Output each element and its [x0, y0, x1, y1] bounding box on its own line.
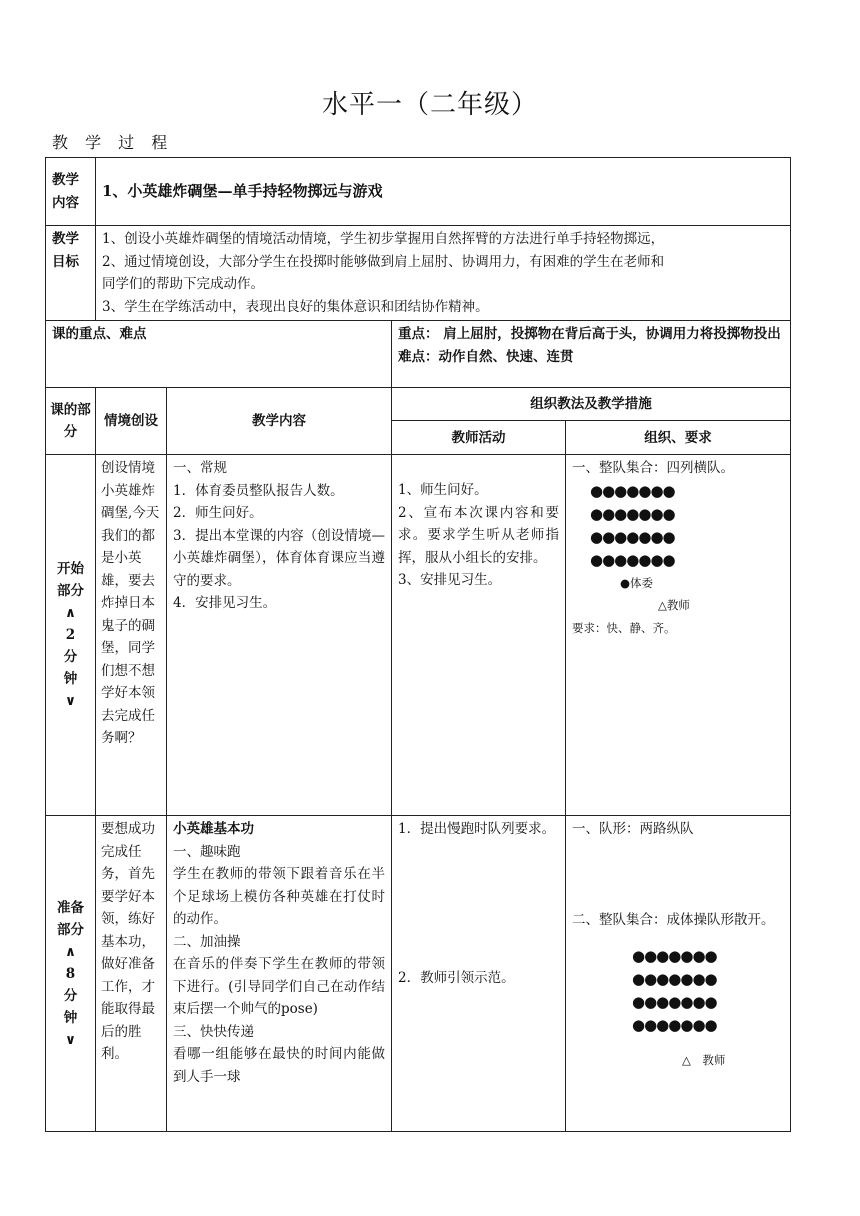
dot-row: ●●●●●●● — [632, 993, 717, 1011]
goal-label: 教学目标 — [46, 226, 96, 321]
content-line: 一、常规 — [173, 460, 227, 476]
teacher-line: 2、宣布本次课内容和要求。要求学生听从老师指挥，服从小组长的安排。 — [398, 504, 559, 566]
content-line: 3．提出本堂课的内容（创设情境—小英雄炸碉堡），体育体育课应当遵守的要求。 — [173, 527, 385, 589]
part-line: 部分 — [57, 583, 84, 599]
part-line: ∧ — [65, 605, 76, 621]
goal-line: 1、创设小英雄炸碉堡的情境活动情境，学生初步掌握用自然挥臂的方法进行单手持轻物掷远， — [102, 231, 665, 247]
part-line: ∨ — [65, 693, 76, 709]
dot-row: ●●●●●●● — [590, 481, 675, 500]
difficulty: 难点：动作自然、快速、连贯 — [398, 348, 574, 365]
org-line: 一、队形：两路纵队 — [572, 821, 694, 837]
page-title: 水平一（二年级） — [321, 90, 538, 120]
part-line: 钟 — [63, 1009, 78, 1026]
content-line: 看哪一组能够在最快的时间内能做到人手一球 — [173, 1046, 385, 1085]
key-point: 重点： 肩上屈肘，投掷物在背后高于头，协调用力将投掷物投出 — [398, 326, 781, 342]
content-line: 学生在教师的带领下跟着音乐在半个足球场上模仿各种英雄在打仗时的动作。 — [173, 866, 385, 927]
prep-scene: 要想成功完成任务，首先要学好本领，练好基本功，做好准备工作，才能取得最后的胜利。 — [96, 816, 167, 1132]
lesson-table — [45, 157, 791, 1132]
formation-dots — [572, 945, 784, 1037]
content-line: 在音乐的伴奏下学生在教师的带领下进行。(引导同学们自己在动作结束后摆一个帅气的pose) — [173, 956, 385, 1017]
part-line: ∨ — [65, 1031, 76, 1048]
start-part — [46, 455, 96, 816]
goal-line: 2、通过情境创设，大部分学生在投掷时能够做到肩上屈肘、协调用力，有困难的学生在老师和 — [102, 253, 665, 270]
key-text — [392, 321, 791, 388]
dot-row: ●●●●●●● — [632, 970, 717, 988]
part-line: 分 — [63, 649, 78, 665]
content-line: 4．安排见习生。 — [173, 595, 277, 611]
content-line: 1．体育委员整队报告人数。 — [173, 482, 344, 499]
part-line: 2 — [65, 627, 76, 643]
header-part: 课的部分 — [46, 388, 96, 455]
dot-row: ●●●●●●● — [632, 1016, 717, 1034]
part-line: 部分 — [57, 921, 84, 938]
content-line: 2．师生问好。 — [173, 505, 263, 521]
part-line: 准备 — [57, 899, 84, 916]
prep-org — [566, 816, 791, 1132]
part-line: 8 — [65, 965, 76, 982]
part-line: 开始 — [57, 561, 84, 577]
formation-dots — [572, 480, 784, 572]
teacher-line: 3、安排见习生。 — [398, 572, 502, 588]
teacher-mark: △教师 — [658, 598, 690, 612]
goal-line: 同学们的帮助下完成动作。 — [102, 276, 264, 292]
teacher-mark: △ 教师 — [682, 1053, 726, 1067]
goal-line: 3、学生在学练活动中，表现出良好的集体意识和团结协作精神。 — [102, 298, 489, 315]
content-line: 二、加油操 — [173, 933, 241, 950]
dot-row: ●●●●●●● — [590, 550, 675, 569]
start-content — [167, 455, 392, 816]
monitor-mark: ●体委 — [620, 575, 654, 590]
dot-row: ●●●●●●● — [632, 947, 717, 965]
content-value: 1、小英雄炸碉堡—单手持轻物掷远与游戏 — [96, 158, 791, 226]
part-line: ∧ — [65, 943, 76, 960]
header-content: 教学内容 — [167, 388, 392, 455]
prep-part — [46, 816, 96, 1132]
key-label: 课的重点、难点 — [46, 321, 392, 388]
prep-content-title: 小英雄基本功 — [173, 821, 254, 837]
part-line: 钟 — [63, 671, 78, 687]
org-requirement: 要求：快、静、齐。 — [572, 620, 676, 635]
section-subtitle: 教 学 过 程 — [52, 133, 174, 152]
start-teacher — [392, 455, 566, 816]
header-scene: 情境创设 — [96, 388, 167, 455]
header-methods: 组织教法及教学措施 — [392, 388, 791, 421]
org-header: 一、整队集合：四列横队。 — [572, 460, 734, 476]
content-line: 一、趣味跑 — [173, 843, 241, 860]
header-teacher: 教师活动 — [392, 421, 566, 455]
start-scene: 创设情境小英雄炸碉堡,今天我们的都是小英雄，要去炸掉日本鬼子的碉堡，同学们想不想学好本领去完成任务啊？ — [96, 455, 167, 816]
dot-row: ●●●●●●● — [590, 504, 675, 523]
prep-teacher — [392, 816, 566, 1132]
prep-content — [167, 816, 392, 1132]
part-line: 分 — [63, 987, 78, 1004]
teacher-line: 2．教师引领示范。 — [398, 969, 515, 986]
start-org — [566, 455, 791, 816]
org-line: 二、整队集合：成体操队形散开。 — [572, 911, 775, 928]
goal-text — [96, 226, 791, 321]
content-label: 教学内容 — [46, 158, 96, 226]
teacher-line: 1．提出慢跑时队列要求。 — [398, 821, 556, 837]
teacher-line: 1、师生问好。 — [398, 482, 488, 498]
content-line: 三、快快传递 — [173, 1023, 254, 1040]
dot-row: ●●●●●●● — [590, 527, 675, 546]
header-org: 组织、要求 — [566, 421, 791, 455]
